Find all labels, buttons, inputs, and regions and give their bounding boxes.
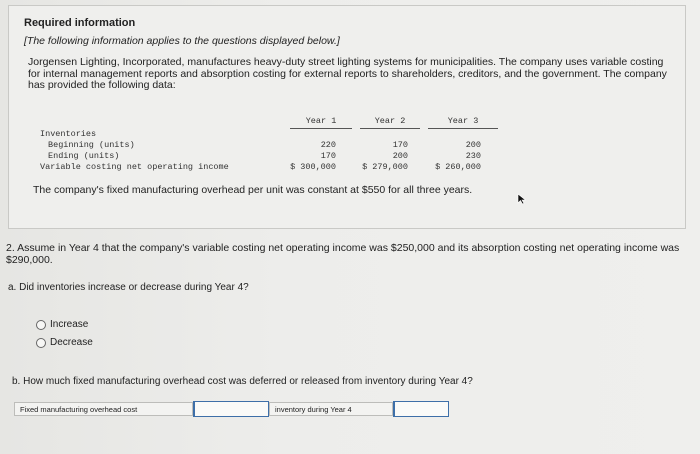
fixed-overhead-dropdown[interactable] (193, 401, 269, 417)
radio-decrease[interactable] (36, 337, 93, 348)
column-header-year1: Year 1 (290, 116, 352, 129)
fixed-overhead-label: Fixed manufacturing overhead cost (14, 402, 193, 416)
inventories-label: Inventories (40, 129, 97, 139)
column-header-year3: Year 3 (428, 116, 498, 129)
part-a-question: a. Did inventories increase or decrease during Year 4? (8, 282, 249, 293)
row-label-beginning: Beginning (units) (48, 140, 135, 150)
cell-beginning-y2: 170 (392, 140, 408, 150)
cell-beginning-y3: 200 (465, 140, 481, 150)
radio-increase[interactable] (36, 319, 88, 330)
radio-circle-icon[interactable] (36, 320, 46, 330)
cell-ending-y2: 200 (392, 151, 408, 161)
required-info-title: Required information (24, 17, 136, 29)
cell-ending-y1: 170 (320, 151, 336, 161)
question-2-text: 2. Assume in Year 4 that the company's variable costing net operating income was $250,000 and its absorption costing net operating income was $290,000. (6, 242, 680, 266)
row-label-ending: Ending (units) (48, 151, 120, 161)
row-label-net-income: Variable costing net operating income (40, 162, 229, 172)
cell-beginning-y1: 220 (320, 140, 336, 150)
radio-circle-icon[interactable] (36, 338, 46, 348)
mouse-cursor-icon (517, 193, 527, 205)
cell-income-y2: $ 279,000 (362, 162, 408, 172)
part-b-question: b. How much fixed manufacturing overhead cost was deferred or released from inventory during Year 4? (12, 376, 473, 387)
fixed-overhead-note: The company's fixed manufacturing overhead per unit was constant at $550 for all three years. (33, 184, 473, 196)
radio-decrease-label: Decrease (50, 337, 93, 348)
required-info-subtitle: [The following information applies to the questions displayed below.] (24, 35, 340, 47)
overhead-amount-input[interactable] (393, 401, 449, 417)
cell-income-y1: $ 300,000 (290, 162, 336, 172)
column-header-year2: Year 2 (360, 116, 420, 129)
cell-ending-y3: 230 (465, 151, 481, 161)
radio-increase-label: Increase (50, 319, 89, 330)
intro-paragraph: Jorgensen Lighting, Incorporated, manufactures heavy-duty street lighting systems for municipalities. The company uses variable costing for internal management reports and absorption costing for external reports to shareholders, creditors, and the government. The company has provided the following data: (28, 56, 667, 91)
inventory-year4-label: inventory during Year 4 (269, 402, 393, 416)
cell-income-y3: $ 260,000 (435, 162, 481, 172)
